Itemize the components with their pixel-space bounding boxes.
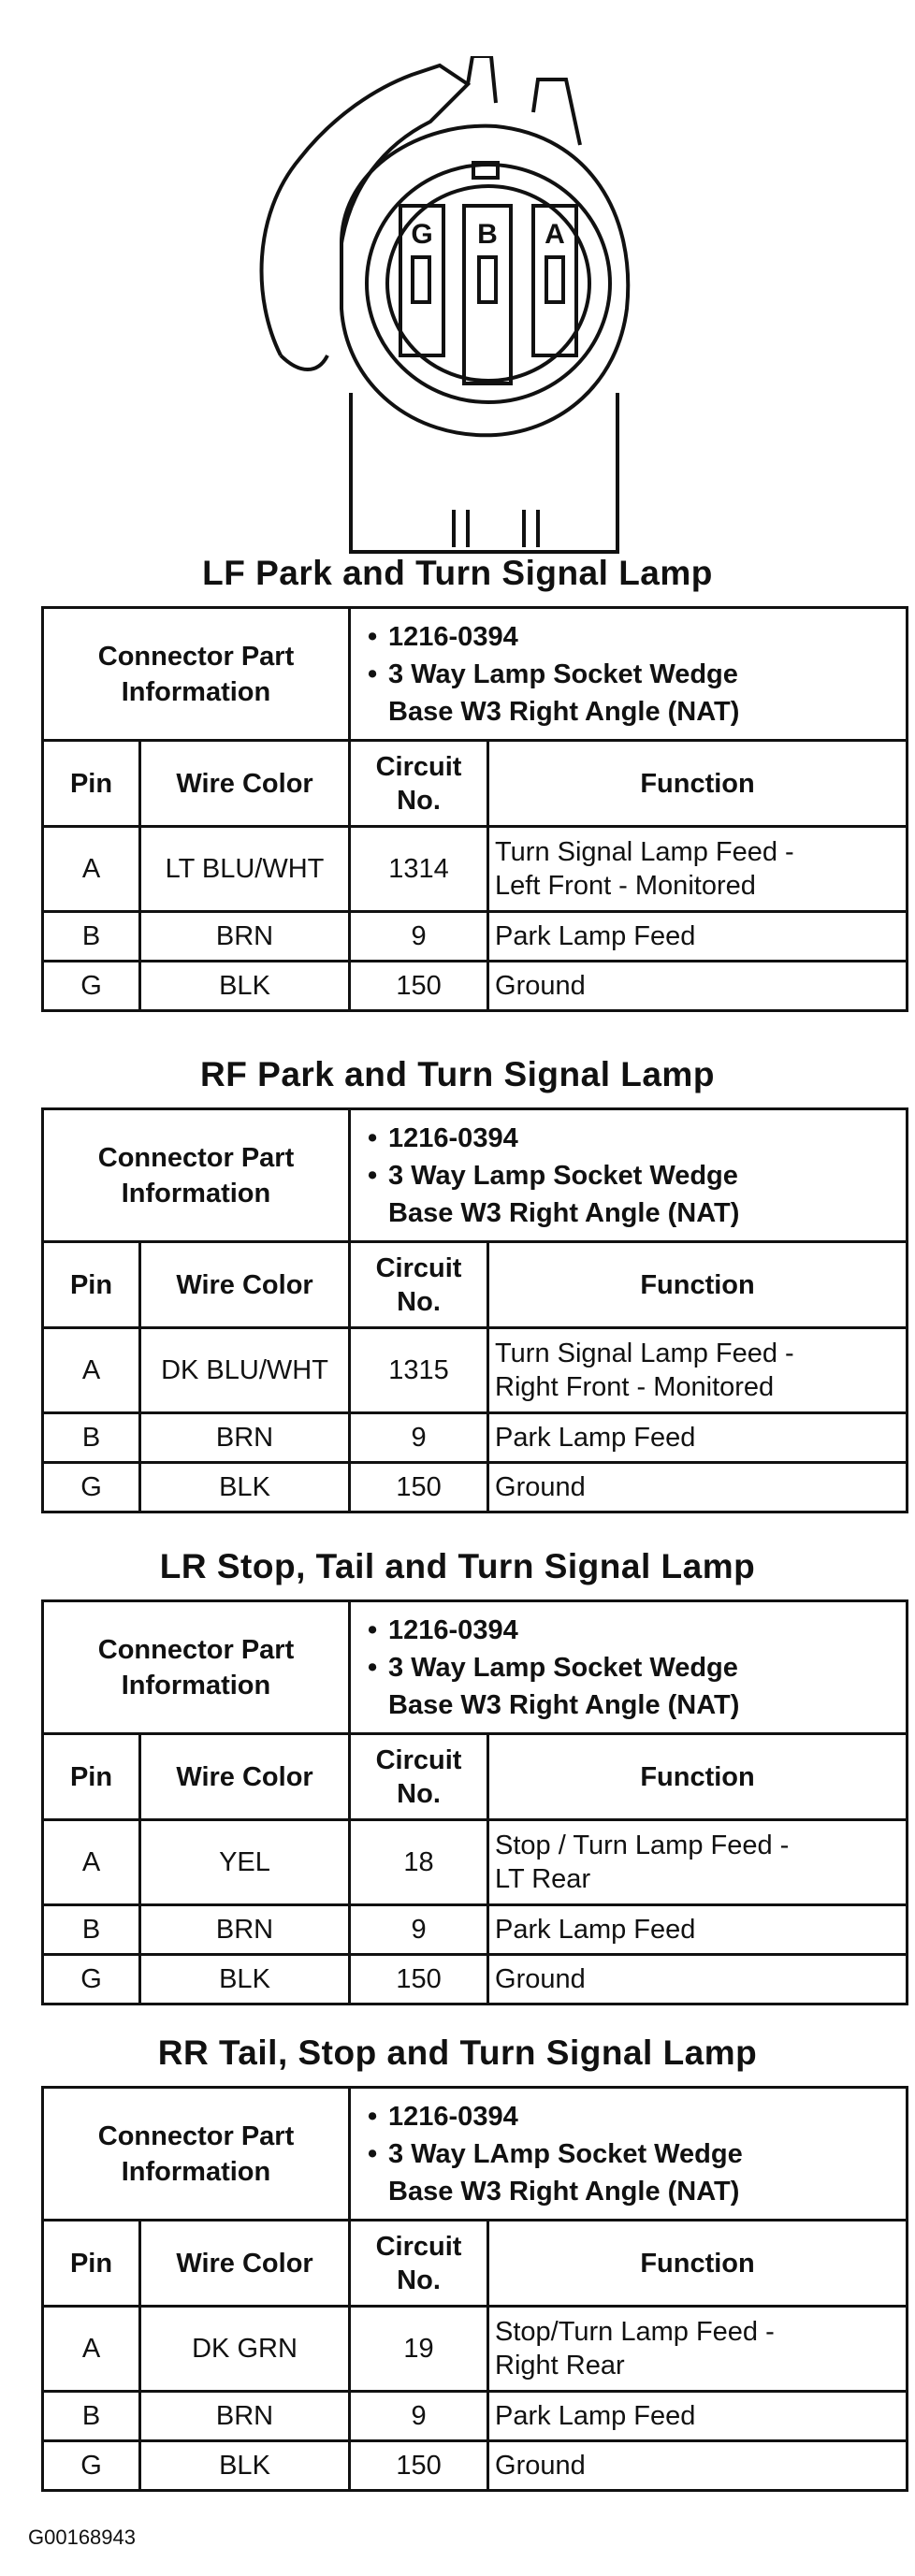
connector-part-info-label: Connector Part Information <box>43 2088 350 2221</box>
connector-part-info-label: Connector Part Information <box>43 1601 350 1734</box>
pin-cell: B <box>43 1413 140 1463</box>
header-row <box>43 741 908 827</box>
pin-cell: G <box>43 962 140 1011</box>
connector-table-lr <box>41 1599 908 2005</box>
part-description-2: Base W3 Right Angle (NAT) <box>388 1689 740 1720</box>
function-cell <box>488 827 908 912</box>
function-line: Stop/Turn Lamp Feed - <box>495 2317 775 2347</box>
header-wire-color: Wire Color <box>140 1242 350 1328</box>
function-cell: Park Lamp Feed <box>488 1905 908 1955</box>
wire-color-cell: BRN <box>140 2392 350 2441</box>
header-function: Function <box>488 741 908 827</box>
circuit-cell: 9 <box>350 2392 488 2441</box>
connector-part-info-value: • 1216-0394 • 3 Way Lamp Socket Wedge Base W3 Right Angle (NAT) <box>350 1601 908 1734</box>
connector-info-row <box>43 1601 908 1734</box>
part-description-1: 3 Way Lamp Socket Wedge <box>388 658 738 689</box>
pin-cell: G <box>43 1955 140 2004</box>
connector-table-rr <box>41 2086 908 2492</box>
header-pin: Pin <box>43 741 140 827</box>
pin-cell: G <box>43 1463 140 1512</box>
part-number: 1216-0394 <box>388 2101 518 2132</box>
wire-color-cell: BRN <box>140 912 350 962</box>
circuit-cell: 19 <box>350 2307 488 2392</box>
section-title-lr: LR Stop, Tail and Turn Signal Lamp <box>159 1547 756 1585</box>
part-description-2: Base W3 Right Angle (NAT) <box>388 2176 740 2207</box>
table-row <box>43 912 908 962</box>
function-cell: Park Lamp Feed <box>488 1413 908 1463</box>
header-wire-color: Wire Color <box>140 741 350 827</box>
function-cell <box>488 1328 908 1413</box>
wire-color-cell: LT BLU/WHT <box>140 827 350 912</box>
wire-color-cell: DK BLU/WHT <box>140 1328 350 1413</box>
connector-part-info-value: • 1216-0394 • 3 Way Lamp Socket Wedge Base W3 Right Angle (NAT) <box>350 1109 908 1242</box>
part-description-2: Base W3 Right Angle (NAT) <box>388 696 740 727</box>
function-line: Stop / Turn Lamp Feed - <box>495 1831 790 1860</box>
pin-label-b: B <box>477 219 498 250</box>
function-line: Right Rear <box>495 2351 625 2381</box>
part-number: 1216-0394 <box>388 621 518 652</box>
connector-info-row <box>43 1109 908 1242</box>
header-row <box>43 1242 908 1328</box>
pin-cell: A <box>43 1820 140 1905</box>
table-row <box>43 1328 908 1413</box>
section-title-rr: RR Tail, Stop and Turn Signal Lamp <box>157 2033 758 2072</box>
header-wire-color: Wire Color <box>140 2221 350 2307</box>
header-circuit-no: Circuit No. <box>350 2221 488 2307</box>
pin-label-a: A <box>545 219 565 250</box>
pin-cell: B <box>43 912 140 962</box>
header-function: Function <box>488 1734 908 1820</box>
pin-label-g: G <box>411 219 433 250</box>
table-row <box>43 2392 908 2441</box>
pin-cell: A <box>43 827 140 912</box>
connector-part-info-value: • 1216-0394 • 3 Way LAmp Socket Wedge Base W3 Right Angle (NAT) <box>350 2088 908 2221</box>
function-cell <box>488 2307 908 2392</box>
circuit-cell: 150 <box>350 2441 488 2491</box>
header-row <box>43 2221 908 2307</box>
table-row <box>43 1955 908 2004</box>
connector-info-row <box>43 608 908 741</box>
part-description-1: 3 Way LAmp Socket Wedge <box>388 2138 743 2169</box>
connector-face-diagram <box>243 56 674 561</box>
circuit-cell: 1315 <box>350 1328 488 1413</box>
function-line: Right Front - Monitored <box>495 1372 775 1402</box>
circuit-cell: 9 <box>350 1905 488 1955</box>
function-cell: Park Lamp Feed <box>488 2392 908 2441</box>
pin-cell: A <box>43 2307 140 2392</box>
circuit-cell: 150 <box>350 1955 488 2004</box>
header-circuit-no: Circuit No. <box>350 1242 488 1328</box>
circuit-cell: 150 <box>350 1463 488 1512</box>
function-line: LT Rear <box>495 1864 591 1894</box>
function-line: Turn Signal Lamp Feed - <box>495 837 794 867</box>
connector-part-info-label: Connector Part Information <box>43 1109 350 1242</box>
wire-color-cell: BRN <box>140 1413 350 1463</box>
part-number: 1216-0394 <box>388 1122 518 1153</box>
table-row <box>43 1820 908 1905</box>
wire-color-cell: BLK <box>140 1955 350 2004</box>
function-cell: Ground <box>488 1463 908 1512</box>
connector-part-info-label: Connector Part Information <box>43 608 350 741</box>
circuit-cell: 9 <box>350 1413 488 1463</box>
wire-color-cell: YEL <box>140 1820 350 1905</box>
part-description-1: 3 Way Lamp Socket Wedge <box>388 1160 738 1191</box>
header-pin: Pin <box>43 2221 140 2307</box>
header-function: Function <box>488 2221 908 2307</box>
table-row <box>43 2307 908 2392</box>
function-cell: Park Lamp Feed <box>488 912 908 962</box>
function-cell: Ground <box>488 2441 908 2491</box>
header-circuit-no: Circuit No. <box>350 1734 488 1820</box>
part-description-1: 3 Way Lamp Socket Wedge <box>388 1652 738 1683</box>
header-function: Function <box>488 1242 908 1328</box>
function-cell: Ground <box>488 1955 908 2004</box>
table-row <box>43 827 908 912</box>
pin-cell: B <box>43 2392 140 2441</box>
wire-color-cell: BLK <box>140 962 350 1011</box>
circuit-cell: 150 <box>350 962 488 1011</box>
section-title-lf: LF Park and Turn Signal Lamp <box>202 554 713 592</box>
function-cell: Ground <box>488 962 908 1011</box>
table-row <box>43 962 908 1011</box>
wire-color-cell: BRN <box>140 1905 350 1955</box>
connector-part-info-value: • 1216-0394 • 3 Way Lamp Socket Wedge Base W3 Right Angle (NAT) <box>350 608 908 741</box>
wire-color-cell: DK GRN <box>140 2307 350 2392</box>
connector-table-lf <box>41 606 908 1012</box>
pin-cell: G <box>43 2441 140 2491</box>
header-circuit-no: Circuit No. <box>350 741 488 827</box>
table-row <box>43 1463 908 1512</box>
header-pin: Pin <box>43 1242 140 1328</box>
part-number: 1216-0394 <box>388 1614 518 1645</box>
circuit-cell: 1314 <box>350 827 488 912</box>
function-line: Turn Signal Lamp Feed - <box>495 1339 794 1368</box>
table-row <box>43 1413 908 1463</box>
table-row <box>43 1905 908 1955</box>
function-line: Left Front - Monitored <box>495 871 756 901</box>
header-wire-color: Wire Color <box>140 1734 350 1820</box>
pin-cell: B <box>43 1905 140 1955</box>
section-title-rf: RF Park and Turn Signal Lamp <box>200 1055 715 1093</box>
header-pin: Pin <box>43 1734 140 1820</box>
connector-info-row <box>43 2088 908 2221</box>
wire-color-cell: BLK <box>140 1463 350 1512</box>
figure-id: G00168943 <box>28 2525 136 2549</box>
header-row <box>43 1734 908 1820</box>
part-description-2: Base W3 Right Angle (NAT) <box>388 1197 740 1228</box>
connector-table-rf <box>41 1107 908 1513</box>
pin-cell: A <box>43 1328 140 1413</box>
wire-color-cell: BLK <box>140 2441 350 2491</box>
circuit-cell: 9 <box>350 912 488 962</box>
circuit-cell: 18 <box>350 1820 488 1905</box>
function-cell <box>488 1820 908 1905</box>
table-row <box>43 2441 908 2491</box>
